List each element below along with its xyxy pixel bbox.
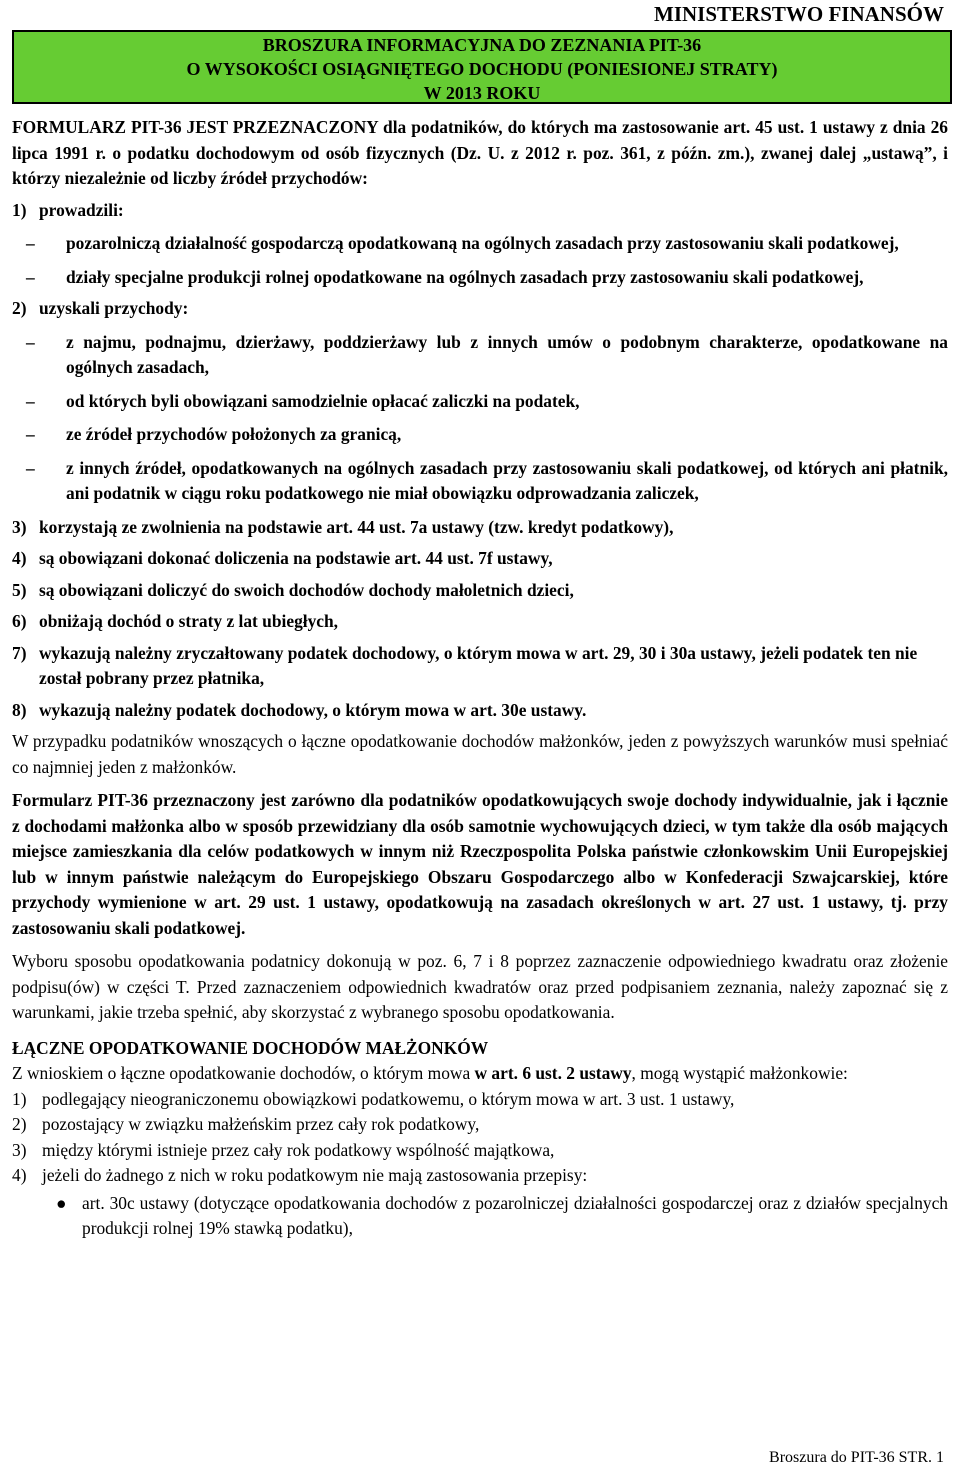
list-number: 3) — [12, 1139, 27, 1160]
list-text: korzystają ze zwolnienia na podstawie art. 44 ust. 7a ustawy (tzw. kredyt podatkowy), — [39, 516, 674, 537]
list-number: 1) — [12, 1088, 27, 1109]
section-heading: ŁĄCZNE OPODATKOWANIE DOCHODÓW MAŁŻONKÓW — [12, 1037, 489, 1058]
list-number: 5) — [12, 579, 27, 600]
dash-item — [12, 389, 948, 415]
list-item — [12, 578, 948, 604]
list-text: uzyskali przychody: — [39, 298, 189, 318]
dash-text: z najmu, podnajmu, dzierżawy, poddzierżawy lub z innych umów o podobnym charakterze, opodatkowane na ogólnych zasadach, — [66, 331, 948, 377]
list-number: 4) — [12, 1165, 27, 1185]
joint-intro — [12, 1061, 948, 1087]
dash-item — [12, 456, 948, 507]
dash-text: działy specjalne produkcji rolnej opodatkowane na ogólnych zasadach przy zastosowaniu skali podatkowej, — [66, 266, 864, 287]
dash-text: od których byli obowiązani samodzielnie opłacać zaliczki na podatek, — [66, 390, 580, 411]
dash-marker: – — [26, 457, 35, 478]
joint-intro-text: Z wnioskiem o łączne opodatkowanie dochodów, o którym mowa — [12, 1063, 475, 1083]
list-item — [12, 1163, 948, 1189]
spouses-paragraph: W przypadku podatników wnoszących o łączne opodatkowanie dochodów małżonków, jeden z powyższych warunków musi spełniać co najmniej jeden z małżonków. — [12, 731, 948, 777]
list-item — [12, 546, 948, 572]
list-number: 7) — [12, 642, 27, 663]
bullet-marker: ● — [56, 1192, 67, 1213]
list-item — [12, 609, 948, 635]
list-text: prowadzili: — [39, 199, 124, 220]
page-footer: Broszura do PIT-36 STR. 1 — [769, 1449, 944, 1466]
list-number: 2) — [12, 298, 27, 318]
list-item — [12, 296, 948, 322]
banner-line: BROSZURA INFORMACYJNA DO ZEZNANIA PIT-36 — [262, 35, 702, 55]
list-item — [12, 1138, 948, 1164]
list-text: jeżeli do żadnego z nich w roku podatkowym nie mają zastosowania przepisy: — [42, 1165, 588, 1185]
dash-marker: – — [26, 424, 35, 444]
list-text: wykazują należny podatek dochodowy, o którym mowa w art. 30e ustawy. — [39, 699, 587, 720]
list-text: pozostający w związku małżeńskim przez cały rok podatkowy, — [42, 1114, 480, 1134]
list-item — [12, 198, 948, 224]
dash-marker: – — [26, 266, 35, 287]
choice-paragraph: Wyboru sposobu opodatkowania podatnicy dokonują w poz. 6, 7 i 8 poprzez zaznaczenie odpowiedniego kwadratu oraz złożenie podpisu(ów) w części T. Przed zaznaczeniem odpowiednich kwadratów oraz przed podpisaniem zeznania, należy zapoznać się z warunkami, jakie trzeba spełnić, aby skorzystać z wybranego sposobu opodatkowania. — [12, 951, 948, 1022]
list-text: są obowiązani dokonać doliczenia na podstawie art. 44 ust. 7f ustawy, — [39, 548, 553, 568]
dash-marker: – — [26, 331, 35, 352]
list-item — [12, 515, 948, 541]
bullet-text: art. 30c ustawy (dotyczące opodatkowania dochodów z pozarolniczej działalności gospodarczej oraz z działów specjalnych produkcji rolnej 19% stawką podatku), — [82, 1192, 948, 1238]
list-text: obniżają dochód o straty z lat ubiegłych, — [39, 611, 339, 631]
dash-item — [12, 265, 948, 291]
dash-marker: – — [26, 233, 35, 253]
list-text: wykazują należny zryczałtowany podatek dochodowy, o którym mowa w art. 29, 30 i 30a ustawy, jeżeli podatek ten nie został pobrany przez płatnika, — [39, 642, 918, 688]
list-text: podlegający nieograniczonemu obowiązkowi podatkowemu, o którym mowa w art. 3 ust. 1 ustawy, — [42, 1088, 735, 1109]
form-paragraph: Formularz PIT-36 przeznaczony jest zarówno dla podatników opodatkowujących swoje dochody indywidualnie, jak i łącznie z dochodami małżonka albo w sposób przewidziany dla osób samotnie wychowujących dzieci, w tym także dla osób mających miejsce zamieszkania dla celów podatkowych w innym niż Rzeczpospolita Polska państwie członkowskim Unii Europejskiej lub w innym państwie należącym do Europejskiego Obszaru Gospodarczego albo w Konfederacji Szwajcarskiej, które przychody wymienione w art. 29 ust. 1 ustawy, opodatkowują na zasadach określonych w art. 27 ust. 1 ustawy, tj. przy zastosowaniu skali podatkowej. — [12, 790, 948, 938]
list-number: 2) — [12, 1114, 27, 1134]
dash-marker: – — [26, 390, 35, 411]
list-number: 6) — [12, 611, 27, 631]
dash-item — [12, 422, 948, 448]
list-text: są obowiązani doliczyć do swoich dochodów dochody małoletnich dzieci, — [39, 579, 574, 600]
list-item — [12, 1112, 948, 1138]
list-item — [12, 641, 948, 692]
list-item — [12, 698, 948, 724]
list-number: 1) — [12, 199, 27, 220]
dash-text: z innych źródeł, opodatkowanych na ogólnych zasadach przy zastosowaniu skali podatkowej, od których ani płatnik, ani podatnik w ciągu roku podatkowego nie miał obowiązku odprowadzania zaliczek, — [66, 457, 948, 503]
joint-intro-text: , mogą wystąpić małżonkowie: — [631, 1063, 848, 1083]
banner-line: W 2013 ROKU — [423, 83, 541, 103]
title-banner — [12, 30, 952, 104]
list-text: między którymi istnieje przez cały rok podatkowy wspólność majątkowa, — [42, 1139, 555, 1160]
intro-paragraph: FORMULARZ PIT-36 JEST PRZEZNACZONY dla podatników, do których ma zastosowanie art. 45 ust. 1 ustawy z dnia 26 lipca 1991 r. o podatku dochodowym od osób fizycznych (Dz. U. z 2012 r. poz. 361, z późn. zm.), zwanej dalej „ustawą”, i którzy niezależnie od liczby źródeł przychodów: — [12, 117, 948, 188]
dash-text: ze źródeł przychodów położonych za granicą, — [66, 424, 402, 444]
dash-item — [12, 330, 948, 381]
list-number: 4) — [12, 548, 27, 568]
document-body — [12, 115, 948, 1242]
dash-text: pozarolniczą działalność gospodarczą opodatkowaną na ogólnych zasadach przy zastosowaniu skali podatkowej, — [66, 233, 899, 253]
list-number: 3) — [12, 516, 27, 537]
ministry-header: MINISTERSTWO FINANSÓW — [654, 2, 944, 26]
dash-item — [12, 231, 948, 257]
bullet-item — [12, 1191, 948, 1242]
list-number: 8) — [12, 699, 27, 720]
banner-line: O WYSOKOŚCI OSIĄGNIĘTEGO DOCHODU (PONIESIONEJ STRATY) — [186, 59, 778, 79]
joint-intro-ref: w art. 6 ust. 2 ustawy — [474, 1063, 632, 1083]
list-item — [12, 1087, 948, 1113]
